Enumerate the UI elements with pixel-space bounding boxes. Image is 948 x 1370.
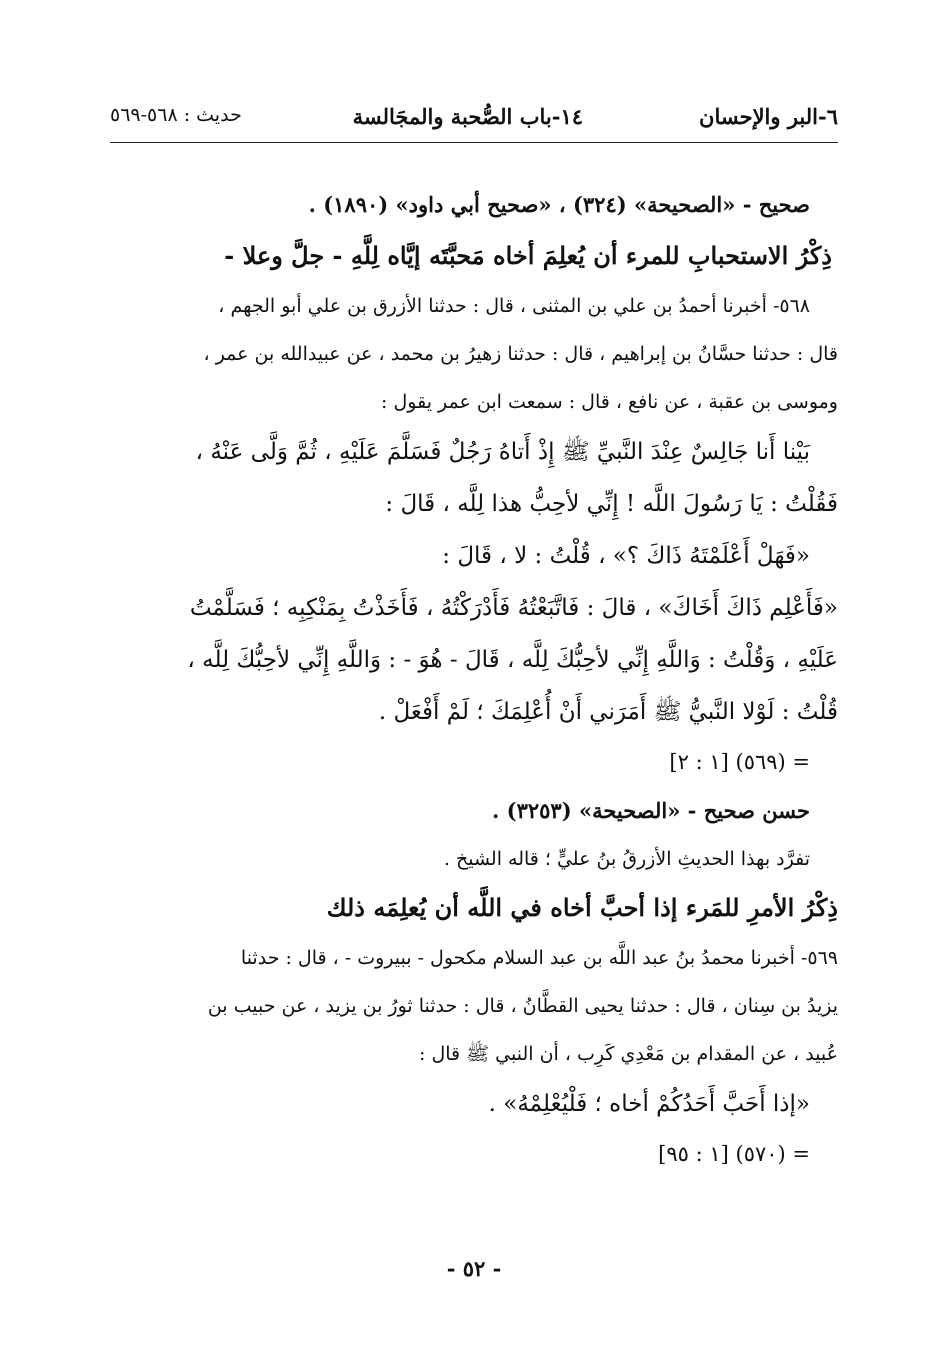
page-body — [110, 180, 838, 1178]
header-divider — [110, 142, 838, 143]
chapter-heading: ذِكْرُ الأمرِ للمَرء إذا أحبَّ أخاه في اللَّه أن يُعلِمَه ذلك — [326, 893, 838, 922]
cross-reference: = (٥٧٠) [١ : ٩٥] — [658, 1142, 810, 1166]
page-number: - ٥٢ - — [446, 1256, 502, 1281]
editor-note: تفرَّد بهذا الحديثِ الأزرقُ بنُ عليٍّ ؛ قاله الشيخ . — [443, 848, 810, 870]
grading-line: حسن صحيح - «الصحيحة» (٣٢٥٣) . — [492, 798, 810, 823]
matn-line: بَيْنا أَنا جَالِسٌ عِنْدَ النَّبيِّ ﷺ إِذْ أَتاهُ رَجُلٌ فَسَلَّمَ عَلَيْهِ ، ثُمَّ وَلَّى عَنْهُ ، — [195, 439, 810, 465]
isnad-line: يزيدُ بن سِنان ، قال : حدثنا يحيى القطَّانُ ، قال : حدثنا ثورُ بن يزيد ، عن حبيب بن — [207, 995, 838, 1017]
isnad-line: وموسى بن عقبة ، عن نافع ، قال : سمعت ابن عمر يقول : — [381, 391, 838, 413]
matn-line: فَقُلْتُ : يَا رَسُولَ اللَّه ! إِنِّي لأحِبُّ هذا لِلَّه ، قَالَ : — [385, 491, 838, 517]
matn-line: «فَأَعْلِم ذَاكَ أَخَاكَ» ، قالَ : فَاتَّبَعْتُهُ فَأَدْرَكْتُهُ ، فَأَخَذْتُ بِمَنْكِبِه ؛ فَسَلَّمْتُ — [189, 595, 838, 621]
matn-line: قُلْتُ : لَوْلا النَّبيُّ ﷺ أَمَرَني أَنْ أُعْلِمَكَ ؛ لَمْ أَفْعَلْ . — [378, 699, 838, 725]
matn-line: «فَهَلْ أَعْلَمْتَهُ ذَاكَ ؟» ، قُلْتُ : لا ، قَالَ : — [442, 543, 810, 569]
grading-line: صحيح - «الصحيحة» (٣٢٤) ، «صحيح أبي داود» (١٨٩٠) . — [308, 192, 810, 217]
hadith-range: حديث : ٥٦٨-٥٦٩ — [110, 104, 242, 126]
chapter-title: ٦-البر والإحسان — [699, 104, 838, 129]
cross-reference: = (٥٦٩) [١ : ٢] — [669, 750, 810, 774]
isnad-line: ٥٦٨- أخبرنا أحمدُ بن علي بن المثنى ، قال : حدثنا الأزرق بن علي أبو الجهم ، — [218, 295, 810, 317]
matn-line: «إذا أَحَبَّ أَحَدُكُمْ أخاه ؛ فَلْيُعْلِمْهُ» . — [488, 1091, 810, 1117]
isnad-line: ٥٦٩- أخبرنا محمدُ بنُ عبد اللَّه بن عبد السلام مكحول - ببيروت - ، قال : حدثنا — [240, 947, 838, 969]
isnad-line: عُبيد ، عن المقدام بن مَعْدِي كَرِب ، أن النبي ﷺ قال : — [419, 1043, 838, 1065]
section-title: ١٤-باب الصُّحبة والمجَالسة — [352, 104, 583, 129]
isnad-line: قال : حدثنا حسَّانُ بن إبراهيم ، قال : حدثنا زهيرُ بن محمد ، عن عبيدالله بن عمر ، — [203, 343, 838, 365]
chapter-heading: ذِكْرُ الاستحبابِ للمرء أن يُعلِمَ أخاه مَحبَّتَه إيَّاه لِلَّهِ - جلَّ وعلا - — [224, 241, 832, 270]
running-header — [110, 100, 838, 140]
matn-line: عَلَيْهِ ، وَقُلْتُ : وَاللَّهِ إِنِّي لأحِبُّكَ لِلَّه ، قَالَ - هُوَ - : وَاللَّهِ إِنِّي لأحِبُّكَ لِلَّه ، — [187, 647, 838, 673]
